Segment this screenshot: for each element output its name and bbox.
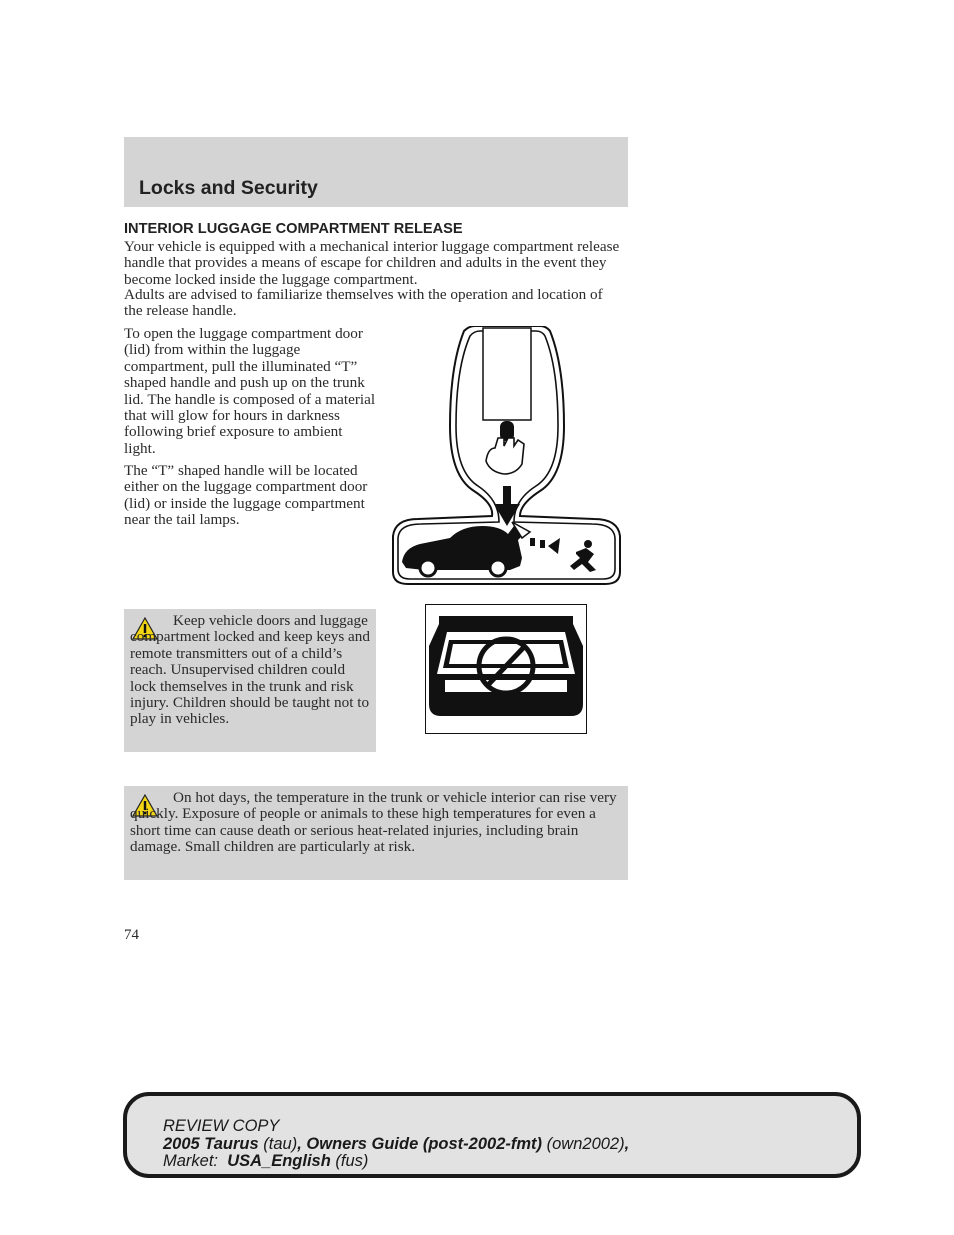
market-label: Market:: [163, 1152, 219, 1170]
advice-paragraph: Adults are advised to familiarize themselves with the operation and location of the release handle.: [124, 286, 603, 320]
review-copy-text: [163, 1118, 629, 1171]
handle-location-paragraph: The “T” shaped handle will be located either on the luggage compartment door (lid) or inside the luggage compartment near the tail lamps.: [124, 462, 368, 529]
child-safety-warning: [124, 609, 376, 752]
intro-paragraph: Your vehicle is equipped with a mechanical interior luggage compartment release handle that provides a means of escape for children and adults in the event they become locked inside the luggage compartment.: [124, 238, 620, 288]
section-header: [124, 137, 628, 207]
model-code: (tau): [263, 1134, 298, 1153]
guide-code: (own2002): [546, 1134, 625, 1153]
no-children-in-trunk-illustration: [425, 604, 587, 734]
section-title: Locks and Security: [139, 177, 318, 199]
review-copy-box: [123, 1092, 861, 1178]
section-heading: INTERIOR LUGGAGE COMPARTMENT RELEASE: [124, 221, 463, 237]
separator: ,: [624, 1134, 630, 1153]
market-code: (fus): [335, 1152, 369, 1170]
market-name: USA_English: [227, 1152, 331, 1170]
guide-name: , Owners Guide (post-2002-fmt): [297, 1134, 543, 1153]
child-safety-warning-text: Keep vehicle doors and luggage compartment locked and keep keys and remote transmitters out of a child’s reach. Unsupervised children could lock themselves in the trunk and risk injury. Children should be taught not to play in vehicles.: [130, 612, 370, 728]
heat-danger-warning-text: On hot days, the temperature in the trunk or vehicle interior can rise very quickly. Exposure of people or animals to these high temperatures for even a short time can cause death or serious heat-related injuries, including brain damage. Small children are particularly at risk.: [130, 789, 617, 856]
page-number: 74: [124, 927, 139, 943]
model-name: 2005 Taurus: [163, 1134, 259, 1153]
open-instructions-paragraph: To open the luggage compartment door (lid) from within the luggage compartment, pull the illuminated “T” shaped handle and push up on the trunk lid. The handle is composed of a material that will glow for hours in darkness following brief exposure to ambient light.: [124, 325, 376, 457]
document-info-line: [163, 1136, 629, 1154]
heat-danger-warning: [124, 786, 628, 880]
market-line: [163, 1153, 629, 1171]
review-copy-label: REVIEW COPY: [163, 1117, 280, 1135]
trunk-release-illustration: [390, 326, 624, 586]
